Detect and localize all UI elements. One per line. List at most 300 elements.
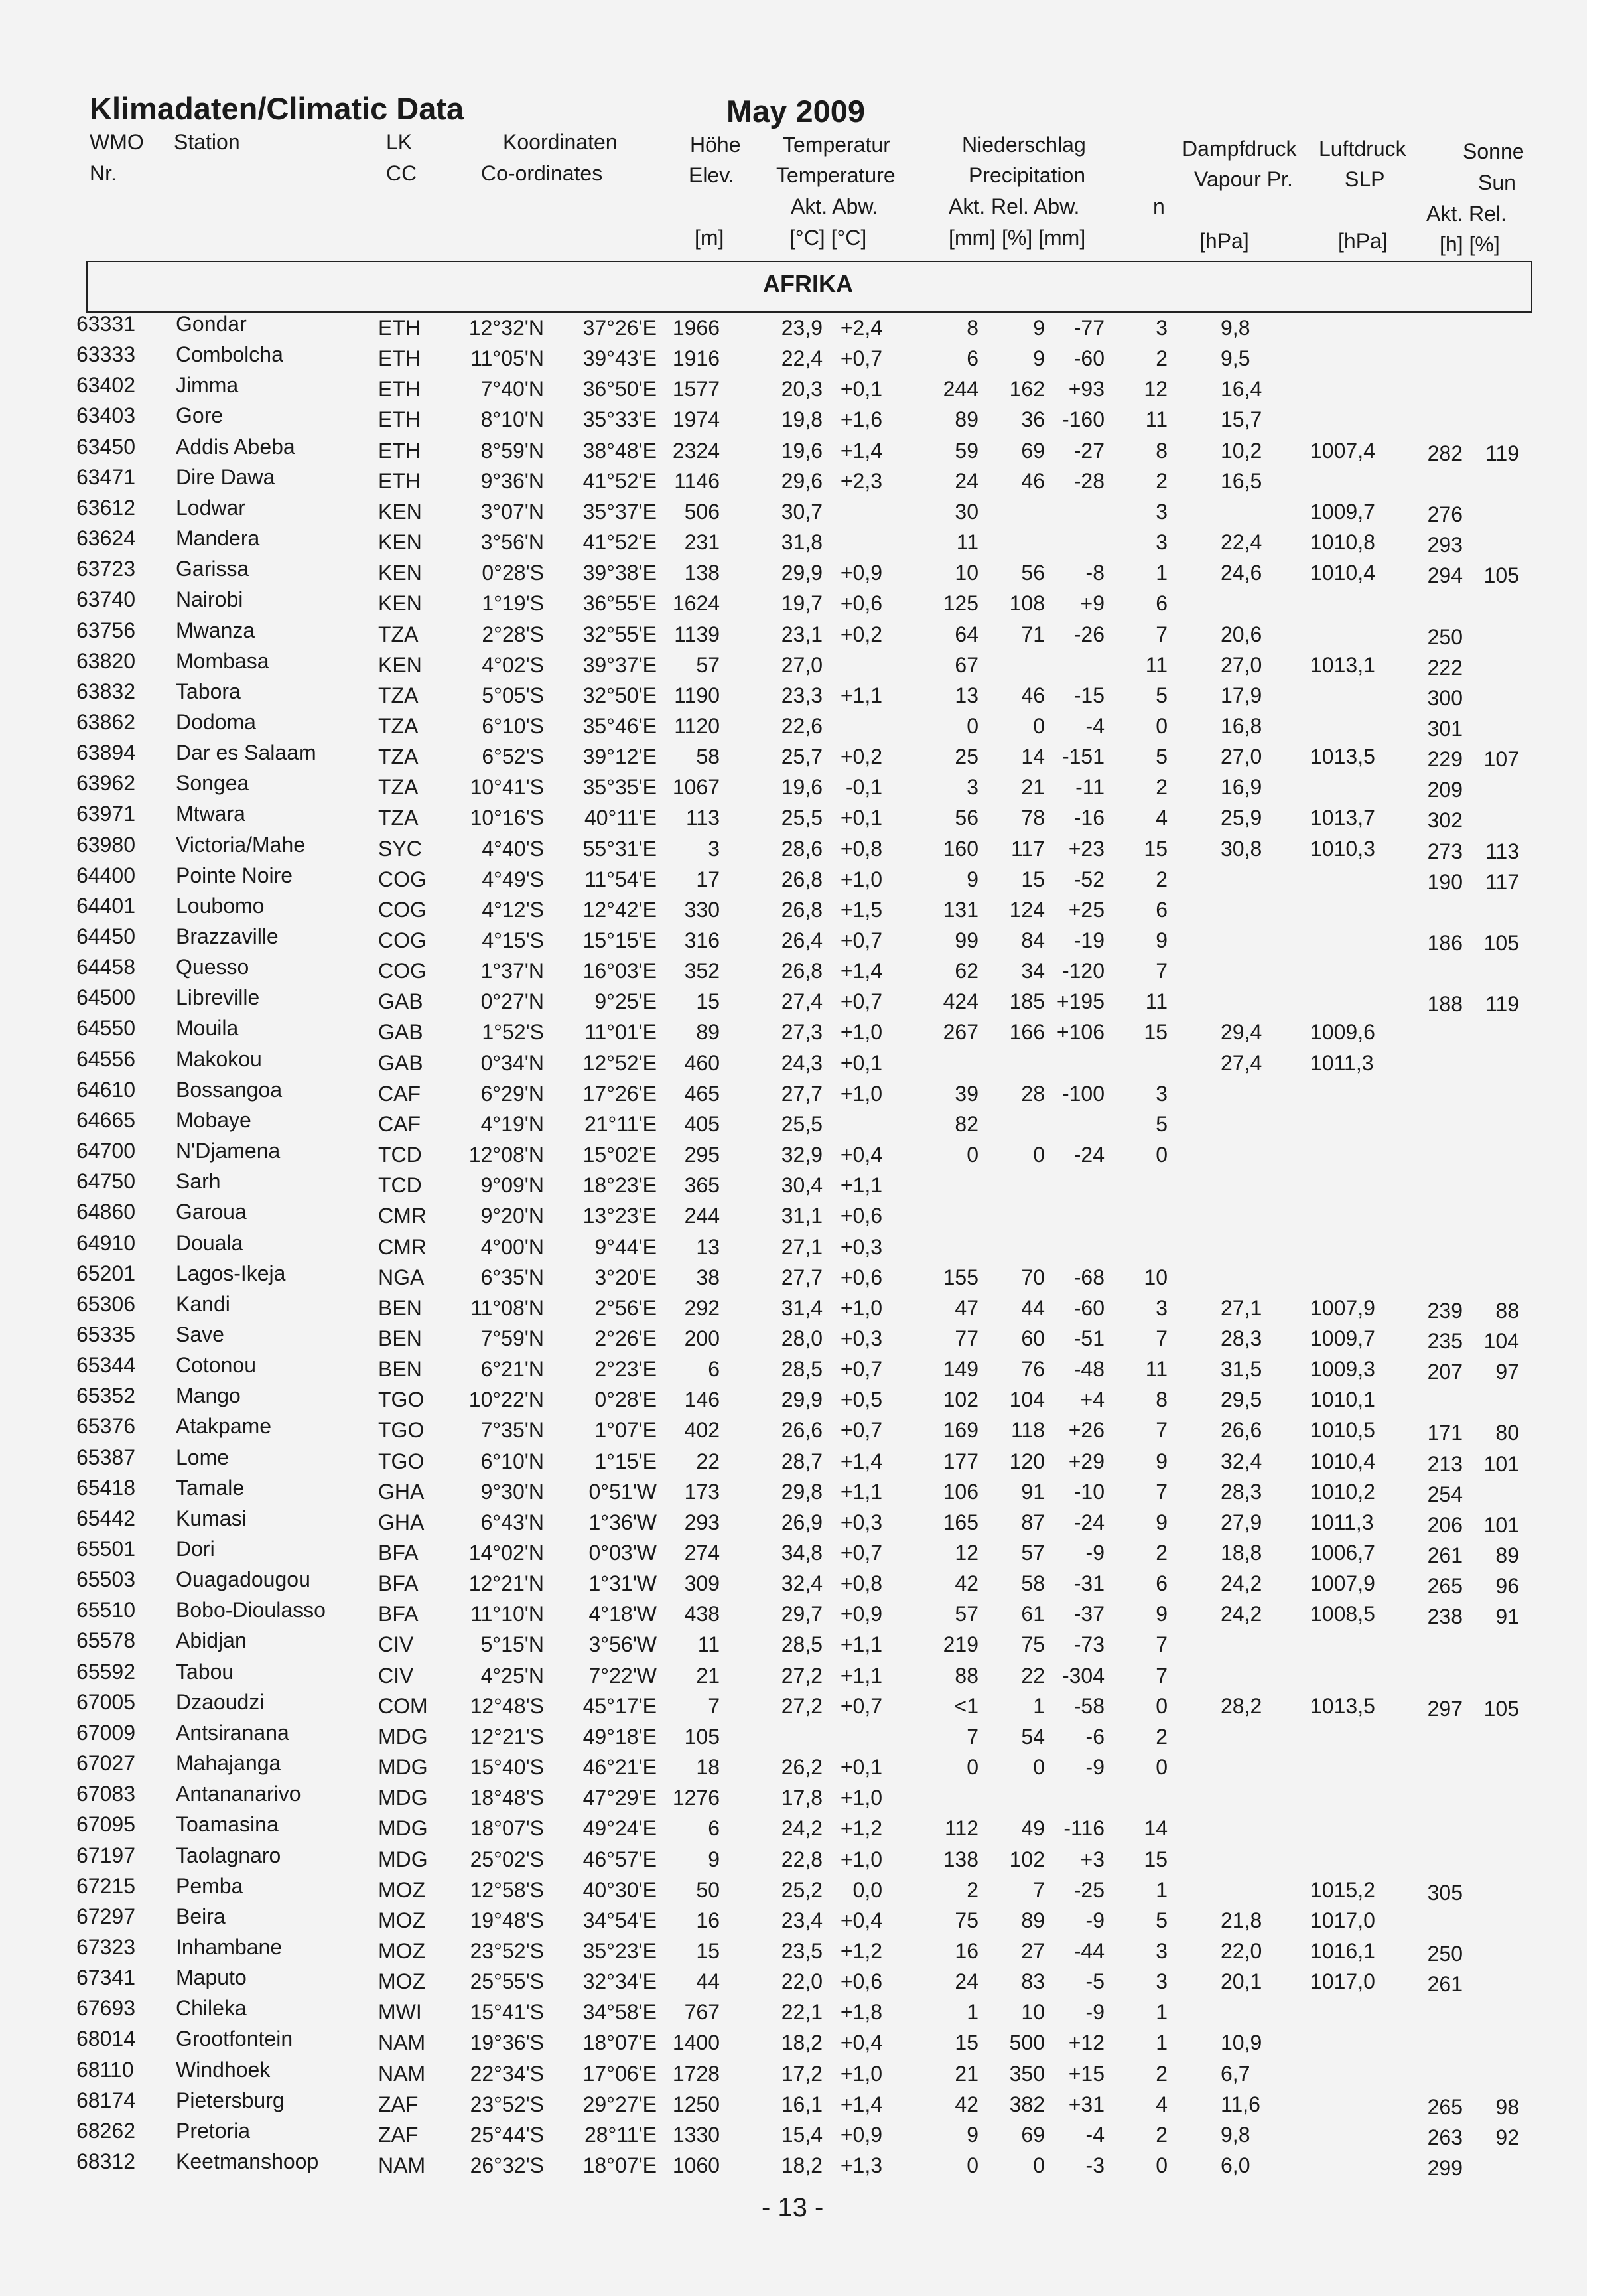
cell-wmo: 64610 — [76, 1077, 135, 1102]
cell-lon: 12°42'E — [582, 897, 657, 922]
cell-elev: 1974 — [672, 407, 720, 432]
cell-p-akt: 125 — [943, 591, 978, 616]
cell-elev: 1250 — [672, 2092, 720, 2116]
cell-wmo: 63624 — [76, 526, 135, 551]
table-row — [0, 1782, 1587, 1812]
cell-sun-rel: 107 — [1483, 747, 1519, 772]
cell-vapour: 27,9 — [1221, 1510, 1262, 1534]
cell-lon: 39°43'E — [582, 346, 657, 371]
cell-t-abw: +0,1 — [840, 377, 882, 401]
cell-t-abw: +0,6 — [840, 591, 882, 616]
cell-slp: 1013,7 — [1310, 806, 1375, 830]
cell-p-abw: -11 — [1075, 775, 1105, 800]
cell-p-n: 15 — [1144, 1020, 1168, 1044]
cell-p-akt: 0 — [967, 713, 978, 738]
cell-lat: 11°10'N — [470, 1602, 544, 1626]
cell-elev: 309 — [684, 1571, 720, 1596]
cell-p-abw: -120 — [1061, 959, 1105, 983]
cell-p-abw: +29 — [1068, 1449, 1105, 1473]
cell-lon: 17°26'E — [582, 1081, 657, 1106]
cell-p-rel: 46 — [1021, 683, 1045, 707]
cell-cc: CMR — [378, 1204, 427, 1228]
table-row — [0, 618, 1587, 649]
cell-t-akt: 25,5 — [781, 806, 823, 830]
cell-elev: 506 — [684, 499, 720, 524]
cell-wmo: 64750 — [76, 1169, 135, 1194]
cell-wmo: 65306 — [76, 1291, 135, 1316]
cell-elev: 293 — [684, 1510, 720, 1534]
header-koordinaten: Koordinaten — [503, 130, 618, 154]
cell-wmo: 63471 — [76, 465, 135, 489]
cell-p-rel: 14 — [1021, 745, 1045, 769]
cell-wmo: 63331 — [76, 312, 135, 336]
cell-station: Songea — [176, 771, 249, 796]
cell-elev: 1330 — [672, 2122, 720, 2147]
cell-p-abw: -4 — [1085, 713, 1105, 738]
cell-sun-akt: 301 — [1427, 716, 1463, 741]
cell-elev: 6 — [708, 1357, 720, 1382]
cell-p-akt: 7 — [967, 1724, 978, 1749]
header-sonne: Sonne — [1463, 139, 1524, 163]
cell-t-abw: +1,8 — [840, 2000, 882, 2025]
cell-p-n: 11 — [1145, 1357, 1168, 1382]
header-unit-m: [m] — [695, 226, 724, 250]
cell-vapour: 26,6 — [1221, 1418, 1262, 1443]
cell-cc: TCD — [378, 1173, 422, 1198]
cell-t-abw: +1,4 — [840, 438, 882, 463]
header-temp-akt-abw: Akt. Abw. — [791, 194, 878, 218]
cell-wmo: 63403 — [76, 403, 135, 428]
cell-sun-akt: 265 — [1427, 1574, 1463, 1599]
cell-cc: MOZ — [378, 1877, 426, 1902]
cell-cc: MWI — [378, 2000, 422, 2025]
cell-wmo: 67027 — [76, 1751, 135, 1776]
cell-p-rel: 15 — [1021, 867, 1045, 891]
cell-lon: 40°11'E — [584, 806, 657, 830]
cell-station: Victoria/Mahe — [176, 832, 306, 857]
cell-vapour: 21,8 — [1221, 1908, 1262, 1932]
cell-elev: 330 — [684, 897, 720, 922]
cell-lat: 1°52'S — [482, 1020, 544, 1044]
cell-lon: 18°23'E — [582, 1173, 657, 1198]
cell-cc: TZA — [378, 775, 419, 800]
cell-sun-rel: 117 — [1485, 869, 1519, 894]
cell-lon: 13°23'E — [582, 1204, 657, 1228]
cell-lat: 6°52'S — [482, 745, 544, 769]
cell-p-akt: 67 — [955, 652, 978, 677]
cell-p-akt: 9 — [967, 2122, 978, 2147]
cell-p-abw: +93 — [1068, 377, 1105, 401]
cell-cc: BFA — [378, 1602, 419, 1626]
cell-lon: 11°01'E — [584, 1020, 657, 1044]
cell-station: Addis Abeba — [176, 434, 295, 459]
cell-elev: 1577 — [672, 377, 720, 401]
cell-t-akt: 29,9 — [781, 1388, 823, 1412]
cell-p-abw: +12 — [1068, 2031, 1105, 2055]
cell-wmo: 65335 — [76, 1322, 135, 1346]
cell-lon: 7°22'W — [588, 1663, 657, 1687]
cell-lat: 3°56'N — [480, 530, 544, 555]
cell-lon: 15°15'E — [582, 928, 657, 952]
cell-p-abw: -27 — [1073, 438, 1105, 463]
cell-lat: 25°44'S — [470, 2122, 544, 2147]
cell-p-n: 3 — [1156, 1970, 1168, 1994]
cell-p-akt: 244 — [943, 377, 978, 401]
header-precip-n: n — [1153, 194, 1165, 218]
cell-elev: 13 — [696, 1234, 720, 1259]
cell-station: Beira — [176, 1904, 226, 1928]
cell-t-abw: +0,1 — [840, 806, 882, 830]
cell-t-abw: +0,2 — [840, 745, 882, 769]
cell-wmo: 63333 — [76, 342, 135, 367]
cell-sun-rel: 104 — [1483, 1328, 1519, 1353]
cell-elev: 316 — [684, 928, 720, 952]
cell-station: Garoua — [176, 1200, 247, 1224]
cell-lat: 19°36'S — [470, 2031, 544, 2055]
cell-lon: 18°07'E — [582, 2031, 657, 2055]
cell-elev: 2324 — [672, 438, 720, 463]
cell-t-abw: +0,7 — [840, 346, 882, 371]
cell-wmo: 63962 — [76, 771, 135, 796]
cell-p-akt: 112 — [944, 1816, 978, 1841]
cell-lat: 14°02'N — [468, 1541, 544, 1565]
cell-slp: 1016,1 — [1310, 1938, 1375, 1963]
cell-slp: 1015,2 — [1310, 1877, 1375, 1902]
cell-station: Mouila — [176, 1016, 239, 1040]
cell-t-akt: 22,4 — [781, 346, 823, 371]
cell-wmo: 64860 — [76, 1200, 135, 1224]
header-sun-akt-rel: Akt. Rel. — [1426, 202, 1507, 226]
cell-t-akt: 18,2 — [781, 2031, 823, 2055]
cell-p-rel: 102 — [1009, 1847, 1045, 1871]
cell-p-akt: 219 — [943, 1632, 978, 1657]
cell-p-n: 9 — [1156, 928, 1168, 952]
cell-sun-rel: 119 — [1485, 992, 1519, 1017]
cell-t-abw: +0,4 — [840, 2031, 882, 2055]
cell-vapour: 27,0 — [1221, 652, 1262, 677]
cell-lat: 25°55'S — [470, 1970, 544, 1994]
cell-t-akt: 27,0 — [781, 652, 823, 677]
cell-sun-akt: 206 — [1427, 1512, 1463, 1537]
cell-p-rel: 69 — [1021, 438, 1045, 463]
cell-vapour: 32,4 — [1221, 1449, 1262, 1473]
table-row — [0, 1996, 1587, 2027]
cell-cc: BEN — [378, 1357, 422, 1382]
cell-t-akt: 22,0 — [781, 1970, 823, 1994]
cell-elev: 465 — [684, 1081, 720, 1106]
cell-wmo: 68014 — [76, 2027, 135, 2051]
cell-p-abw: -9 — [1085, 1755, 1105, 1780]
cell-lat: 6°43'N — [480, 1510, 544, 1534]
cell-station: Brazzaville — [176, 924, 279, 948]
cell-lon: 0°03'W — [588, 1541, 657, 1565]
cell-p-abw: -6 — [1085, 1724, 1105, 1749]
cell-t-akt: 32,9 — [781, 1143, 823, 1167]
cell-p-n: 1 — [1156, 2000, 1168, 2025]
cell-t-abw: 0,0 — [852, 1877, 882, 1902]
table-row — [0, 1721, 1587, 1751]
cell-sun-rel: 91 — [1495, 1605, 1519, 1629]
cell-wmo: 67083 — [76, 1782, 135, 1806]
cell-sun-akt: 229 — [1427, 747, 1463, 772]
cell-t-akt: 15,4 — [781, 2122, 823, 2147]
table-row — [0, 496, 1587, 526]
cell-p-akt: 24 — [955, 1970, 978, 1994]
cell-elev: 438 — [684, 1602, 720, 1626]
cell-wmo: 65501 — [76, 1537, 135, 1561]
cell-vapour: 28,2 — [1221, 1693, 1262, 1718]
cell-p-rel: 89 — [1021, 1908, 1045, 1932]
cell-lat: 0°27'N — [480, 989, 544, 1014]
cell-p-rel: 49 — [1021, 1816, 1045, 1841]
table-row — [0, 1874, 1587, 1904]
table-row — [0, 1476, 1587, 1506]
cell-p-abw: -5 — [1085, 1970, 1105, 1994]
cell-p-akt: 56 — [955, 806, 978, 830]
cell-cc: MDG — [378, 1816, 428, 1841]
table-row — [0, 342, 1587, 373]
cell-lat: 9°30'N — [480, 1479, 544, 1504]
cell-cc: TZA — [378, 683, 419, 707]
cell-p-rel: 56 — [1021, 561, 1045, 585]
cell-t-abw: +1,4 — [840, 959, 882, 983]
cell-p-akt: 24 — [955, 468, 978, 493]
cell-lon: 39°38'E — [582, 561, 657, 585]
cell-sun-akt: 273 — [1427, 839, 1463, 863]
cell-station: Chileka — [176, 1996, 247, 2021]
header-station: Station — [174, 130, 240, 154]
table-row — [0, 1751, 1587, 1782]
table-row — [0, 741, 1587, 771]
cell-lon: 35°35'E — [582, 775, 657, 800]
cell-elev: 244 — [684, 1204, 720, 1228]
cell-p-rel: 21 — [1021, 775, 1045, 800]
cell-lon: 38°48'E — [582, 438, 657, 463]
cell-slp: 1006,7 — [1310, 1541, 1375, 1565]
cell-t-akt: 27,4 — [781, 989, 823, 1014]
cell-t-akt: 28,0 — [781, 1326, 823, 1350]
cell-t-akt: 28,6 — [781, 836, 823, 861]
cell-p-akt: 0 — [967, 2153, 978, 2177]
cell-sun-akt: 261 — [1427, 1543, 1463, 1567]
cell-lat: 18°07'S — [470, 1816, 544, 1841]
cell-p-rel: 60 — [1021, 1326, 1045, 1350]
cell-cc: BEN — [378, 1326, 422, 1350]
cell-p-rel: 124 — [1009, 897, 1045, 922]
cell-vapour: 15,7 — [1221, 407, 1262, 432]
cell-cc: ETH — [378, 438, 421, 463]
cell-vapour: 27,0 — [1221, 745, 1262, 769]
header-sun: Sun — [1478, 171, 1516, 194]
cell-lat: 10°22'N — [468, 1388, 544, 1412]
table-row — [0, 526, 1587, 557]
cell-cc: MDG — [378, 1755, 428, 1780]
cell-cc: COG — [378, 897, 427, 922]
cell-lat: 11°08'N — [470, 1295, 544, 1320]
cell-t-abw: +0,5 — [840, 1388, 882, 1412]
cell-cc: TZA — [378, 745, 419, 769]
table-row — [0, 649, 1587, 680]
cell-p-akt: 106 — [943, 1479, 978, 1504]
table-row — [0, 680, 1587, 710]
cell-sun-rel: 119 — [1485, 441, 1519, 465]
cell-p-abw: +195 — [1056, 989, 1105, 1014]
cell-t-abw: +0,3 — [840, 1234, 882, 1259]
cell-sun-akt: 239 — [1427, 1298, 1463, 1323]
cell-cc: MDG — [378, 1847, 428, 1871]
cell-cc: NAM — [378, 2153, 426, 2177]
cell-cc: COG — [378, 959, 427, 983]
cell-p-n: 11 — [1145, 652, 1168, 677]
cell-t-abw: +1,2 — [840, 1938, 882, 1963]
cell-t-akt: 29,8 — [781, 1479, 823, 1504]
cell-wmo: 65344 — [76, 1353, 135, 1378]
cell-t-akt: 26,6 — [781, 1418, 823, 1443]
cell-t-akt: 24,2 — [781, 1816, 823, 1841]
cell-p-abw: -51 — [1073, 1326, 1105, 1350]
cell-elev: 138 — [684, 561, 720, 585]
cell-wmo: 63862 — [76, 709, 135, 734]
cell-t-abw: +0,1 — [840, 1755, 882, 1780]
table-row — [0, 1231, 1587, 1261]
cell-sun-rel: 88 — [1495, 1298, 1519, 1323]
cell-sun-rel: 101 — [1483, 1512, 1519, 1537]
cell-vapour: 28,3 — [1221, 1479, 1262, 1504]
cell-t-abw: +0,7 — [840, 989, 882, 1014]
cell-t-abw: -0,1 — [845, 775, 882, 800]
cell-lon: 4°18'W — [588, 1602, 657, 1626]
cell-station: Nairobi — [176, 587, 243, 612]
cell-p-abw: +3 — [1080, 1847, 1105, 1871]
cell-cc: SYC — [378, 836, 422, 861]
cell-t-akt: 23,4 — [781, 1908, 823, 1932]
cell-lon: 9°44'E — [594, 1234, 657, 1259]
cell-wmo: 67009 — [76, 1720, 135, 1745]
cell-p-abw: +31 — [1068, 2092, 1105, 2116]
cell-elev: 1276 — [672, 1786, 720, 1810]
cell-p-abw: -60 — [1073, 346, 1105, 371]
cell-p-n: 5 — [1156, 745, 1168, 769]
table-row — [0, 1812, 1587, 1843]
cell-p-abw: -9 — [1085, 2000, 1105, 2025]
cell-lon: 3°20'E — [594, 1265, 657, 1289]
cell-station: Kumasi — [176, 1506, 247, 1530]
cell-p-n: 5 — [1156, 683, 1168, 707]
cell-vapour: 9,8 — [1221, 316, 1250, 340]
cell-lat: 7°35'N — [480, 1418, 544, 1443]
table-row — [0, 1353, 1587, 1384]
cell-wmo: 64665 — [76, 1108, 135, 1132]
cell-cc: CMR — [378, 1234, 427, 1259]
cell-sun-rel: 105 — [1483, 1696, 1519, 1721]
cell-wmo: 65578 — [76, 1628, 135, 1653]
cell-p-akt: 47 — [955, 1295, 978, 1320]
cell-elev: 22 — [696, 1449, 720, 1473]
cell-lon: 28°11'E — [584, 2122, 657, 2147]
header-coordinates: Co-ordinates — [481, 161, 603, 185]
cell-lat: 9°09'N — [480, 1173, 544, 1198]
cell-lon: 46°21'E — [582, 1755, 657, 1780]
cell-station: Lodwar — [176, 495, 245, 520]
header-elev: Elev. — [689, 163, 734, 187]
cell-vapour: 16,4 — [1221, 377, 1262, 401]
cell-p-rel: 71 — [1021, 622, 1045, 646]
cell-p-abw: -28 — [1073, 468, 1105, 493]
table-row — [0, 863, 1587, 894]
cell-t-abw: +0,2 — [840, 622, 882, 646]
cell-p-abw: -25 — [1073, 1877, 1105, 1902]
cell-lat: 9°20'N — [480, 1204, 544, 1228]
cell-cc: KEN — [378, 499, 422, 524]
cell-lat: 4°02'S — [482, 652, 544, 677]
cell-wmo: 65442 — [76, 1506, 135, 1530]
cell-cc: TZA — [378, 622, 419, 646]
cell-p-n: 7 — [1156, 1418, 1168, 1443]
cell-p-rel: 0 — [1033, 2153, 1045, 2177]
cell-t-akt: 30,4 — [781, 1173, 823, 1198]
cell-p-n: 1 — [1156, 1877, 1168, 1902]
header-lk: LK — [386, 130, 413, 154]
table-row — [0, 1537, 1587, 1567]
cell-t-akt: 18,2 — [781, 2153, 823, 2177]
cell-vapour: 6,0 — [1221, 2153, 1250, 2177]
period-title: May 2009 — [726, 94, 866, 129]
cell-elev: 295 — [684, 1143, 720, 1167]
cell-p-n: 12 — [1144, 377, 1168, 401]
table-row — [0, 955, 1587, 985]
cell-cc: MOZ — [378, 1908, 426, 1932]
cell-cc: GAB — [378, 1050, 423, 1075]
cell-lat: 19°48'S — [470, 1908, 544, 1932]
cell-lon: 32°34'E — [582, 1970, 657, 1994]
cell-sun-akt: 250 — [1427, 1941, 1463, 1966]
cell-p-n: 7 — [1156, 622, 1168, 646]
cell-p-abw: -37 — [1073, 1602, 1105, 1626]
cell-p-abw: -9 — [1085, 1908, 1105, 1932]
cell-t-akt: 27,2 — [781, 1693, 823, 1718]
cell-t-akt: 29,9 — [781, 561, 823, 585]
cell-vapour: 9,8 — [1221, 2122, 1250, 2147]
table-row — [0, 1445, 1587, 1476]
cell-station: Loubomo — [176, 893, 265, 918]
cell-p-akt: 59 — [955, 438, 978, 463]
cell-sun-rel: 96 — [1495, 1574, 1519, 1599]
cell-p-n: 2 — [1156, 867, 1168, 891]
cell-p-n: 1 — [1156, 2031, 1168, 2055]
cell-lon: 47°29'E — [582, 1786, 657, 1810]
cell-t-akt: 27,7 — [781, 1265, 823, 1289]
cell-sun-akt: 186 — [1427, 931, 1463, 955]
cell-p-rel: 36 — [1021, 407, 1045, 432]
table-row — [0, 1628, 1587, 1659]
cell-p-n: 3 — [1156, 1295, 1168, 1320]
cell-slp: 1010,5 — [1310, 1418, 1375, 1443]
cell-p-akt: 57 — [955, 1602, 978, 1626]
cell-lon: 0°28'E — [594, 1388, 657, 1412]
cell-p-akt: 64 — [955, 622, 978, 646]
cell-lon: 39°37'E — [582, 652, 657, 677]
cell-elev: 18 — [696, 1755, 720, 1780]
table-row — [0, 1414, 1587, 1445]
cell-slp: 1009,7 — [1310, 1326, 1375, 1350]
cell-t-akt: 25,7 — [781, 745, 823, 769]
cell-p-akt: 39 — [955, 1081, 978, 1106]
table-row — [0, 312, 1587, 342]
cell-station: Bobo-Dioulasso — [176, 1598, 326, 1622]
cell-p-akt: 42 — [955, 1571, 978, 1596]
cell-station: Cotonou — [176, 1353, 256, 1378]
cell-lon: 1°15'E — [594, 1449, 657, 1473]
